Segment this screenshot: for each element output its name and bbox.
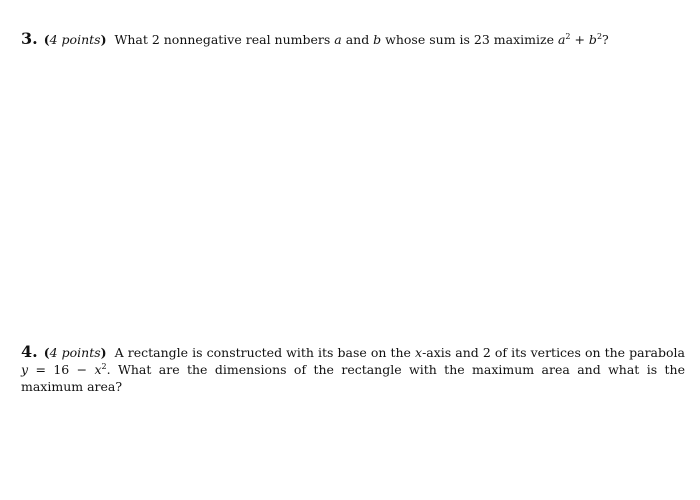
math-var: a xyxy=(334,32,342,47)
problem-number: 3. xyxy=(21,29,38,48)
question-text: A rectangle is constructed with its base on the x-axis and 2 of its vertices on the parabola $y = 16 - x^2$. What are the dimensions of the rectangle with the maximum area and what is the maximum area? xyxy=(21,345,685,394)
exponent: 2 xyxy=(596,32,603,41)
problem-4 xyxy=(21,343,685,395)
math-var: b xyxy=(588,32,597,47)
question-text: What 2 nonnegative real numbers a and b whose sum is 23 maximize $a^2 + b^2$? xyxy=(114,32,609,47)
math-var: b xyxy=(373,32,382,47)
points-label: (4 points) xyxy=(43,345,107,360)
math-var: a xyxy=(557,32,566,47)
exponent: 2 xyxy=(565,32,571,41)
problem-3 xyxy=(21,30,685,48)
math-var: x xyxy=(415,345,423,360)
points-label: (4 points) xyxy=(43,32,107,47)
math-var: x xyxy=(94,362,102,377)
problem-number: 4. xyxy=(21,342,38,361)
math-var: y xyxy=(21,362,29,377)
exponent: 2 xyxy=(101,362,107,371)
